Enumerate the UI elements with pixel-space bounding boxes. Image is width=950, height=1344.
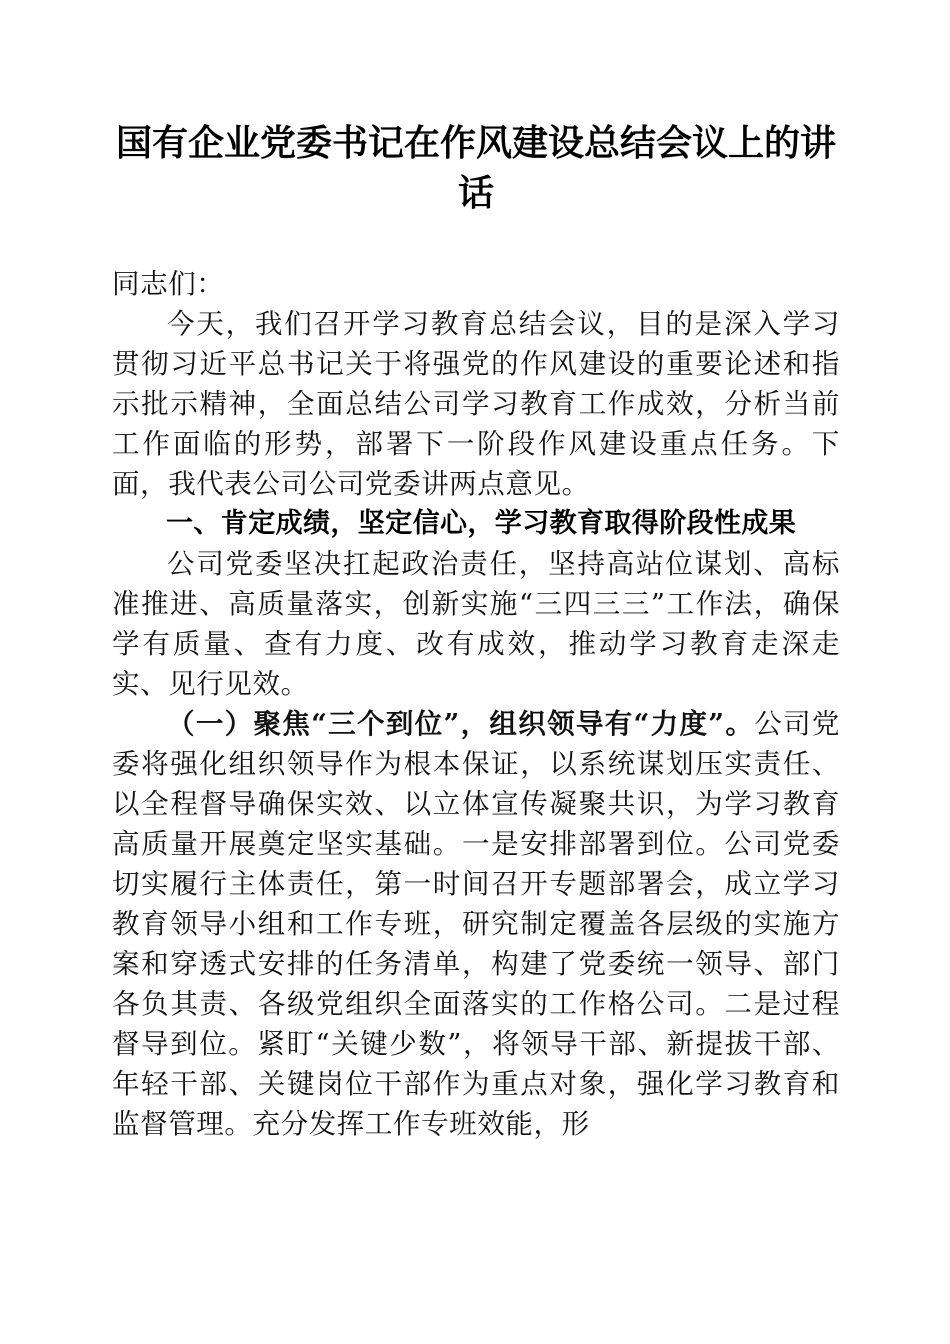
opening-paragraph: 今天，我们召开学习教育总结会议，目的是深入学习贯彻习近平总书记关于将强党的作风建设的重要论述和指示批示精神，全面总结公司学习教育工作成效，分析当前工作面临的形势，部署下一阶段作风建设重点任务。下面，我代表公司公司党委讲两点意见。 [112,308,840,500]
section-heading-one: 一、肯定成绩，坚定信心，学习教育取得阶段性成果 [166,508,797,539]
salutation-text: 同志们： [112,268,225,300]
page-title: 国有企业党委书记在作风建设总结会议上的讲话 [115,122,836,214]
item-one-lead: （一）聚焦“三个到位”，组织领导有“力度”。 [167,708,755,740]
item-one-body: 公司党委将强化组织领导作为根本保证，以系统谋划压实责任、以全程督导确保实效、以立体宣传凝聚共识，为学习教育高质量开展奠定坚实基础。一是安排部署到位。公司党委切实履行主体责任，第一时间召开专题部署会，成立学习教育领导小组和工作专班，研究制定覆盖各层级的实施方案和穿透式安排的任务清单，构建了党委统一领导、部门各负其责、各级党组织全面落实的工作格公司。二是过程督导到位。紧盯“关键少数”，将领导干部、新提拔干部、年轻干部、关键岗位干部作为重点对象，强化学习教育和监督管理。充分发挥工作专班效能，形 [112,708,840,1140]
title-spacer [112,218,840,264]
item-one-paragraph [112,704,840,1144]
salutation-line [112,264,840,304]
document-body [112,118,840,1144]
section-one-intro-paragraph: 公司党委坚决扛起政治责任，坚持高站位谋划、高标准推进、高质量落实，创新实施“三四三三”工作法，确保学有质量、查有力度、改有成效，推动学习教育走深走实、见行见效。 [112,548,840,700]
